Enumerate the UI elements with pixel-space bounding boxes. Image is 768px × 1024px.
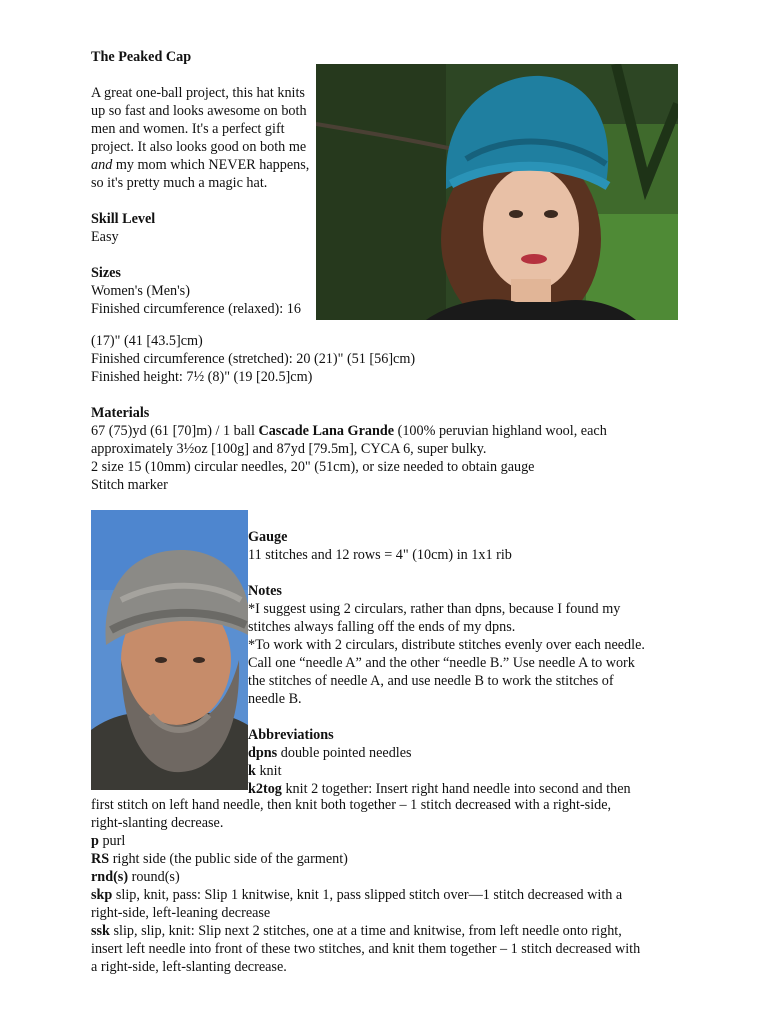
sizes-line: Finished circumference (stretched): 20 (21)" (51 [56]cm) — [91, 351, 416, 367]
notes-line: stitches always falling off the ends of my dpns. — [248, 619, 516, 635]
abbreviations-heading: Abbreviations — [248, 727, 334, 743]
page-title: The Peaked Cap — [91, 49, 192, 65]
abbreviation-item: k knit — [248, 763, 282, 779]
intro-column — [91, 48, 316, 318]
abbreviation-item: rnd(s) round(s) — [91, 869, 180, 885]
skill-value: Easy — [91, 229, 119, 245]
skill-heading: Skill Level — [91, 211, 156, 227]
abbreviation-continuation: right-slanting decrease. — [91, 815, 224, 831]
notes-line: *To work with 2 circulars, distribute stitches evenly over each needle. — [248, 637, 645, 653]
woman-photo — [316, 64, 678, 320]
materials-needles: 2 size 15 (10mm) circular needles, 20" (51cm), or size needed to obtain gauge — [91, 459, 535, 475]
abbreviation-item: ssk slip, slip, knit: Slip next 2 stitches, one at a time and knitwise, from left needle onto right, — [91, 923, 622, 939]
intro-paragraph: A great one-ball project, this hat knits up so fast and looks awesome on both men and women. It's a perfect gift project. It also looks good on both me and my mom which NEVER happens, so it's pretty much a magic hat. — [91, 85, 310, 191]
materials-marker: Stitch marker — [91, 477, 168, 493]
abbreviations-continued — [91, 796, 731, 976]
abbreviation-continuation: a right-side, left-slanting decrease. — [91, 959, 287, 975]
sizes-continued — [91, 332, 731, 494]
sizes-line: (17)" (41 [43.5]cm) — [91, 333, 203, 349]
notes-line: the stitches of needle A, and use needle B to work the stitches of — [248, 673, 614, 689]
abbreviation-continuation: first stitch on left hand needle, then knit both together – 1 stitch decreased with a right-side, — [91, 797, 612, 813]
abbreviation-item: p purl — [91, 833, 126, 849]
materials-heading: Materials — [91, 405, 150, 421]
notes-heading: Notes — [248, 583, 282, 599]
materials-yarn-continued: approximately 3½oz [100g] and 87yd [79.5m], CYCA 6, super bulky. — [91, 441, 487, 457]
sizes-heading: Sizes — [91, 265, 121, 281]
abbreviation-continuation: insert left needle into front of these two stitches, and knit them together – 1 stitch decreased with — [91, 941, 641, 957]
abbreviation-item: k2tog knit 2 together: Insert right hand needle into second and then — [248, 781, 631, 797]
abbreviation-item: skp slip, knit, pass: Slip 1 knitwise, knit 1, pass slipped stitch over—1 stitch decreased with a — [91, 887, 623, 903]
notes-line: Call one “needle A” and the other “needle B.” Use needle A to work — [248, 655, 635, 671]
abbreviation-continuation: right-side, left-leaning decrease — [91, 905, 271, 921]
abbreviation-item: RS right side (the public side of the garment) — [91, 851, 348, 867]
notes-line: needle B. — [248, 691, 302, 707]
gauge-heading: Gauge — [248, 529, 288, 545]
gauge-notes-column — [248, 528, 688, 798]
sizes-line: Women's (Men's) — [91, 283, 190, 299]
man-photo — [91, 510, 248, 790]
notes-line: *I suggest using 2 circulars, rather than dpns, because I found my — [248, 601, 621, 617]
sizes-line: Finished circumference (relaxed): 16 — [91, 301, 301, 317]
abbreviation-item: dpns double pointed needles — [248, 745, 412, 761]
gauge-value: 11 stitches and 12 rows = 4" (10cm) in 1x1 rib — [248, 547, 512, 563]
sizes-line: Finished height: 7½ (8)" (19 [20.5]cm) — [91, 369, 313, 385]
materials-yarn: 67 (75)yd (61 [70]m) / 1 ball Cascade Lana Grande (100% peruvian highland wool, each — [91, 423, 607, 439]
